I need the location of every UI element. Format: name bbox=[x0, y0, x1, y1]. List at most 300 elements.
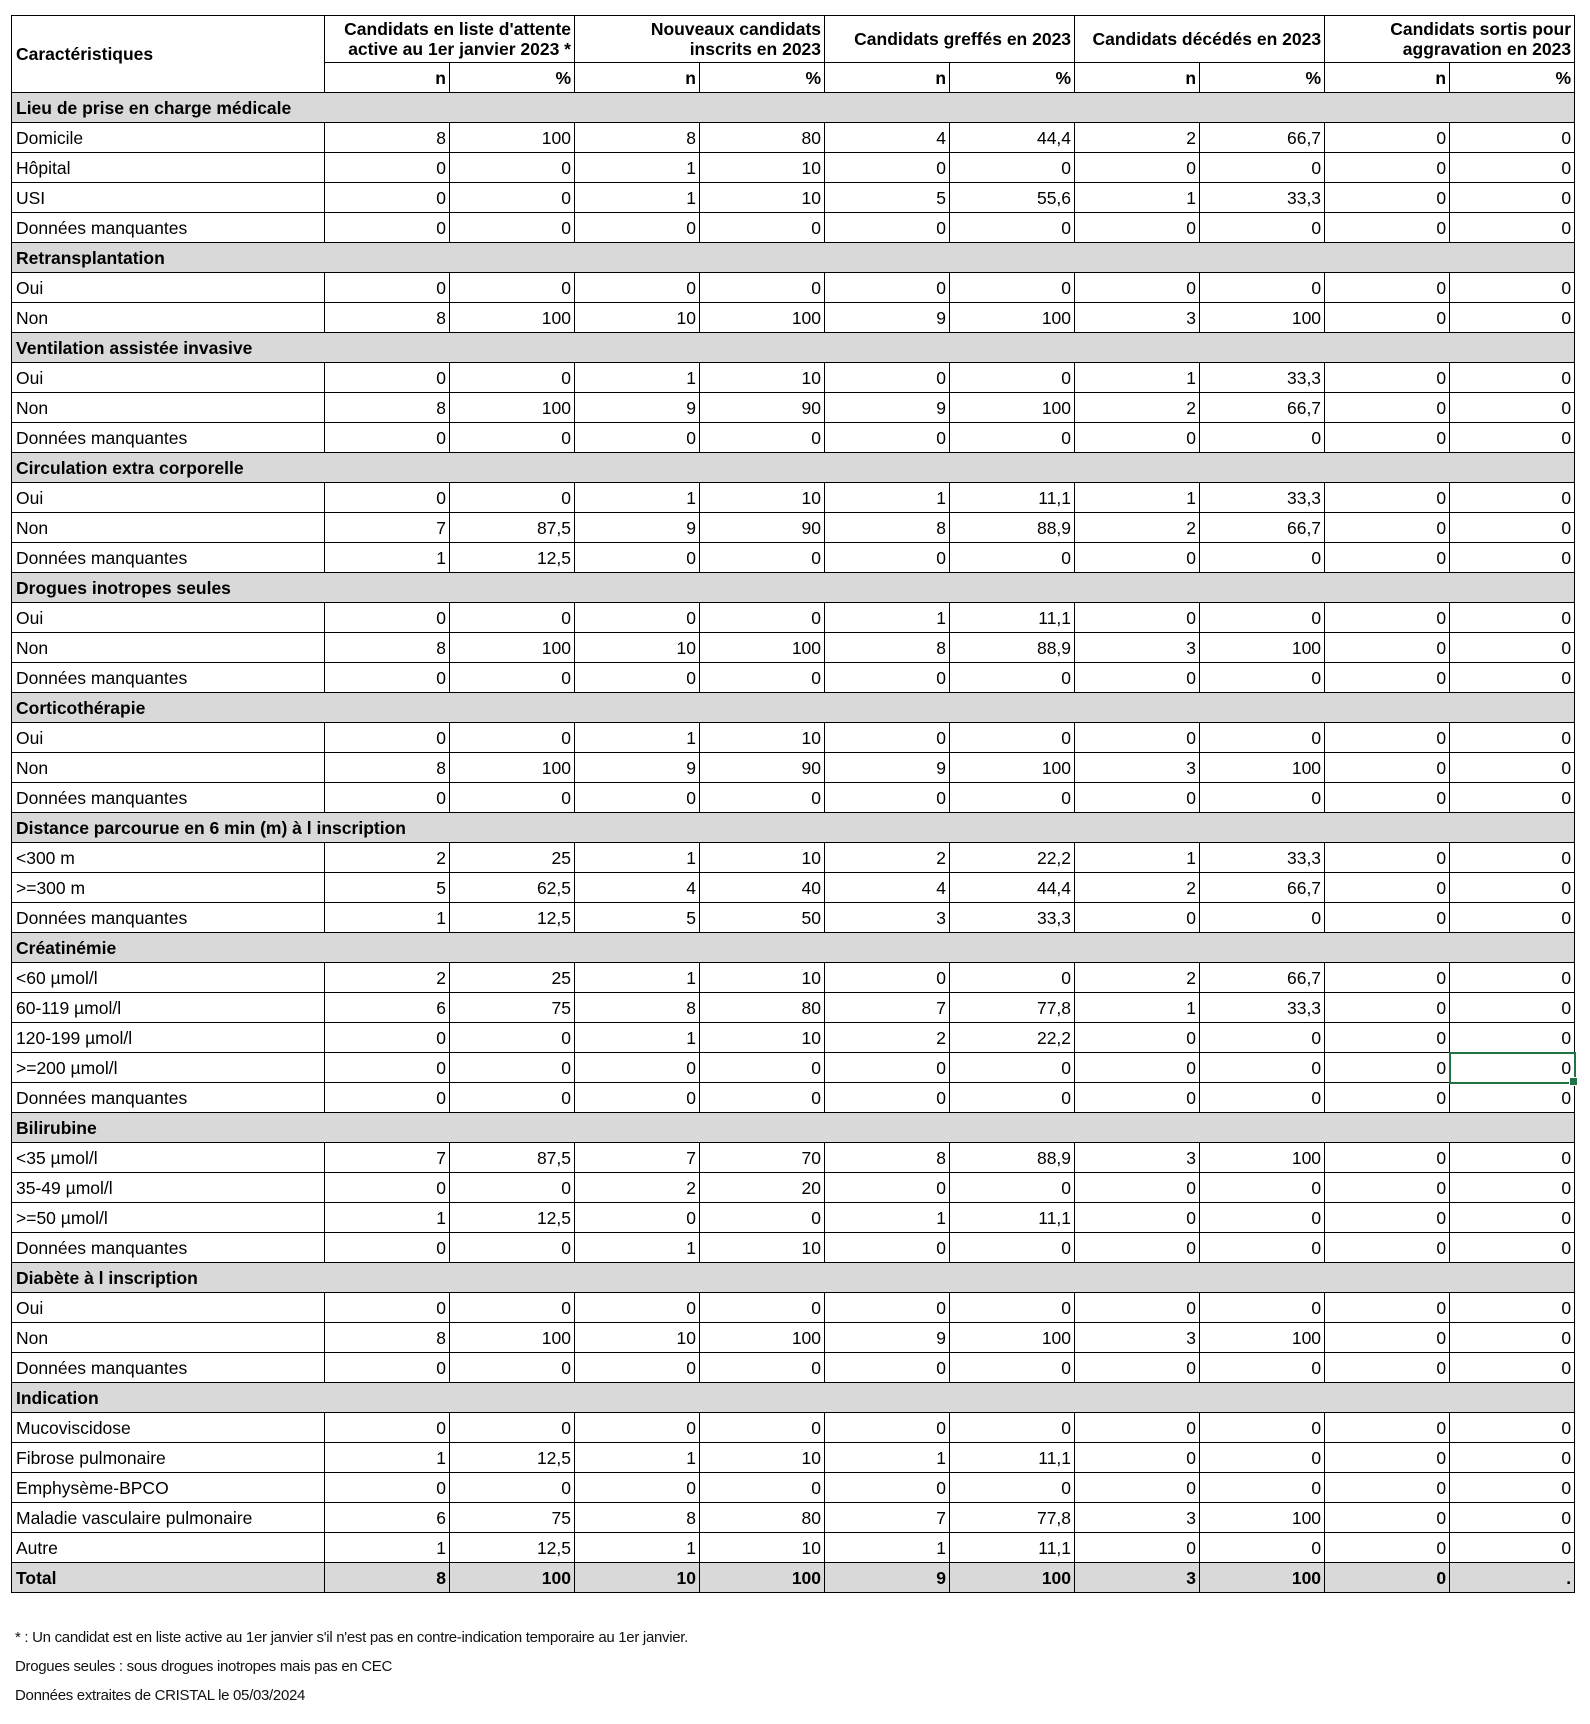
count-cell[interactable]: 10 bbox=[575, 633, 700, 663]
total-count-cell[interactable]: 10 bbox=[575, 1563, 700, 1593]
percent-cell[interactable]: 0 bbox=[950, 543, 1075, 573]
percent-cell[interactable]: 0 bbox=[950, 213, 1075, 243]
count-cell[interactable]: 0 bbox=[825, 1173, 950, 1203]
percent-cell[interactable]: 0 bbox=[1200, 1353, 1325, 1383]
count-cell[interactable]: 0 bbox=[1075, 1473, 1200, 1503]
count-cell[interactable]: 0 bbox=[325, 423, 450, 453]
count-cell[interactable]: 0 bbox=[1325, 783, 1450, 813]
percent-cell[interactable]: 100 bbox=[450, 633, 575, 663]
count-cell[interactable]: 0 bbox=[1325, 363, 1450, 393]
percent-cell[interactable]: 0 bbox=[1450, 1173, 1575, 1203]
row-label-cell[interactable]: >=300 m bbox=[12, 873, 325, 903]
percent-cell[interactable]: 0 bbox=[1450, 963, 1575, 993]
percent-cell[interactable]: 0 bbox=[1200, 603, 1325, 633]
row-label-cell[interactable]: Maladie vasculaire pulmonaire bbox=[12, 1503, 325, 1533]
row-label-cell[interactable]: Hôpital bbox=[12, 153, 325, 183]
count-cell[interactable]: 0 bbox=[1325, 1353, 1450, 1383]
row-label-cell[interactable]: >=200 µmol/l bbox=[12, 1053, 325, 1083]
percent-cell[interactable]: 90 bbox=[700, 753, 825, 783]
count-cell[interactable]: 0 bbox=[825, 1053, 950, 1083]
percent-cell[interactable]: 0 bbox=[1450, 123, 1575, 153]
percent-cell[interactable]: 0 bbox=[700, 1473, 825, 1503]
count-cell[interactable]: 0 bbox=[325, 663, 450, 693]
count-cell[interactable]: 0 bbox=[575, 603, 700, 633]
percent-cell[interactable]: 0 bbox=[450, 213, 575, 243]
count-cell[interactable]: 0 bbox=[825, 1353, 950, 1383]
count-cell[interactable]: 0 bbox=[1325, 303, 1450, 333]
percent-cell[interactable]: 50 bbox=[700, 903, 825, 933]
percent-cell[interactable]: 100 bbox=[950, 1323, 1075, 1353]
row-label-cell[interactable]: Autre bbox=[12, 1533, 325, 1563]
percent-cell[interactable]: 66,7 bbox=[1200, 123, 1325, 153]
total-count-cell[interactable]: 9 bbox=[825, 1563, 950, 1593]
header-transplanted[interactable] bbox=[825, 16, 1075, 63]
percent-cell[interactable]: 0 bbox=[1450, 873, 1575, 903]
count-cell[interactable]: 9 bbox=[825, 303, 950, 333]
percent-cell[interactable]: 0 bbox=[1200, 213, 1325, 243]
count-cell[interactable]: 5 bbox=[575, 903, 700, 933]
percent-cell[interactable]: 100 bbox=[1200, 1143, 1325, 1173]
count-cell[interactable]: 0 bbox=[1325, 423, 1450, 453]
percent-cell[interactable]: 0 bbox=[700, 663, 825, 693]
percent-cell[interactable]: 12,5 bbox=[450, 1443, 575, 1473]
percent-cell[interactable]: 0 bbox=[1200, 1443, 1325, 1473]
percent-cell[interactable]: 44,4 bbox=[950, 123, 1075, 153]
count-cell[interactable]: 0 bbox=[1325, 1233, 1450, 1263]
count-cell[interactable]: 0 bbox=[1075, 1353, 1200, 1383]
count-cell[interactable]: 9 bbox=[575, 393, 700, 423]
count-cell[interactable]: 3 bbox=[1075, 1323, 1200, 1353]
header-n[interactable]: n bbox=[325, 63, 450, 93]
count-cell[interactable]: 9 bbox=[575, 753, 700, 783]
percent-cell[interactable]: 0 bbox=[1450, 1533, 1575, 1563]
percent-cell[interactable]: 0 bbox=[1200, 1053, 1325, 1083]
count-cell[interactable]: 3 bbox=[1075, 1503, 1200, 1533]
count-cell[interactable]: 0 bbox=[325, 1053, 450, 1083]
percent-cell[interactable]: 0 bbox=[950, 1083, 1075, 1113]
percent-cell[interactable]: 88,9 bbox=[950, 513, 1075, 543]
count-cell[interactable]: 7 bbox=[825, 1503, 950, 1533]
count-cell[interactable]: 0 bbox=[825, 723, 950, 753]
percent-cell[interactable]: 12,5 bbox=[450, 1533, 575, 1563]
count-cell[interactable]: 0 bbox=[825, 153, 950, 183]
header-percent[interactable]: % bbox=[700, 63, 825, 93]
count-cell[interactable]: 0 bbox=[575, 1473, 700, 1503]
percent-cell[interactable]: 11,1 bbox=[950, 1443, 1075, 1473]
row-label-cell[interactable]: Oui bbox=[12, 483, 325, 513]
count-cell[interactable]: 1 bbox=[825, 483, 950, 513]
percent-cell[interactable]: 100 bbox=[700, 1323, 825, 1353]
count-cell[interactable]: 0 bbox=[1075, 273, 1200, 303]
percent-cell[interactable]: 0 bbox=[950, 1353, 1075, 1383]
percent-cell[interactable]: 90 bbox=[700, 513, 825, 543]
count-cell[interactable]: 0 bbox=[325, 213, 450, 243]
count-cell[interactable]: 3 bbox=[1075, 1143, 1200, 1173]
percent-cell[interactable]: 100 bbox=[450, 753, 575, 783]
percent-cell[interactable]: 0 bbox=[700, 1203, 825, 1233]
count-cell[interactable]: 0 bbox=[575, 213, 700, 243]
count-cell[interactable]: 0 bbox=[825, 1233, 950, 1263]
count-cell[interactable]: 1 bbox=[1075, 993, 1200, 1023]
count-cell[interactable]: 8 bbox=[325, 303, 450, 333]
percent-cell[interactable]: 12,5 bbox=[450, 1203, 575, 1233]
count-cell[interactable]: 9 bbox=[825, 753, 950, 783]
count-cell[interactable]: 0 bbox=[1075, 543, 1200, 573]
count-cell[interactable]: 7 bbox=[575, 1143, 700, 1173]
count-cell[interactable]: 10 bbox=[575, 1323, 700, 1353]
percent-cell[interactable]: 0 bbox=[1450, 1233, 1575, 1263]
count-cell[interactable]: 0 bbox=[325, 1233, 450, 1263]
count-cell[interactable]: 8 bbox=[825, 633, 950, 663]
percent-cell[interactable]: 0 bbox=[1200, 153, 1325, 183]
count-cell[interactable]: 3 bbox=[1075, 753, 1200, 783]
count-cell[interactable]: 0 bbox=[575, 1413, 700, 1443]
percent-cell[interactable]: 0 bbox=[950, 963, 1075, 993]
count-cell[interactable]: 0 bbox=[325, 1083, 450, 1113]
percent-cell[interactable]: 0 bbox=[950, 663, 1075, 693]
row-label-cell[interactable]: Oui bbox=[12, 603, 325, 633]
count-cell[interactable]: 8 bbox=[325, 1323, 450, 1353]
header-removed-aggravation[interactable] bbox=[1325, 16, 1575, 63]
count-cell[interactable]: 1 bbox=[825, 603, 950, 633]
section-title[interactable]: Lieu de prise en charge médicale bbox=[12, 93, 1575, 123]
percent-cell[interactable]: 0 bbox=[450, 153, 575, 183]
total-count-cell[interactable]: 3 bbox=[1075, 1563, 1200, 1593]
row-label-cell[interactable]: Emphysème-BPCO bbox=[12, 1473, 325, 1503]
percent-cell[interactable]: 0 bbox=[950, 1173, 1075, 1203]
count-cell[interactable]: 8 bbox=[325, 123, 450, 153]
count-cell[interactable]: 0 bbox=[575, 1083, 700, 1113]
count-cell[interactable]: 0 bbox=[1325, 273, 1450, 303]
percent-cell[interactable]: 77,8 bbox=[950, 1503, 1075, 1533]
count-cell[interactable]: 2 bbox=[825, 1023, 950, 1053]
count-cell[interactable]: 0 bbox=[825, 213, 950, 243]
count-cell[interactable]: 0 bbox=[1325, 753, 1450, 783]
percent-cell[interactable]: 33,3 bbox=[950, 903, 1075, 933]
count-cell[interactable]: 0 bbox=[1075, 1233, 1200, 1263]
count-cell[interactable]: 0 bbox=[825, 543, 950, 573]
count-cell[interactable]: 1 bbox=[325, 903, 450, 933]
count-cell[interactable]: 4 bbox=[825, 123, 950, 153]
percent-cell[interactable]: 0 bbox=[1200, 1473, 1325, 1503]
row-label-cell[interactable]: Données manquantes bbox=[12, 213, 325, 243]
total-percent-cell[interactable]: 100 bbox=[450, 1563, 575, 1593]
percent-cell[interactable]: 0 bbox=[450, 1473, 575, 1503]
count-cell[interactable]: 1 bbox=[575, 1533, 700, 1563]
count-cell[interactable]: 1 bbox=[1075, 483, 1200, 513]
percent-cell[interactable]: 0 bbox=[1200, 1023, 1325, 1053]
percent-cell[interactable]: 88,9 bbox=[950, 1143, 1075, 1173]
percent-cell[interactable]: 0 bbox=[450, 1413, 575, 1443]
count-cell[interactable]: 0 bbox=[1325, 483, 1450, 513]
percent-cell[interactable]: 0 bbox=[450, 1353, 575, 1383]
percent-cell[interactable]: 88,9 bbox=[950, 633, 1075, 663]
count-cell[interactable]: 8 bbox=[325, 753, 450, 783]
percent-cell[interactable]: 62,5 bbox=[450, 873, 575, 903]
percent-cell[interactable]: 0 bbox=[1200, 1173, 1325, 1203]
percent-cell[interactable]: 87,5 bbox=[450, 513, 575, 543]
count-cell[interactable]: 9 bbox=[575, 513, 700, 543]
percent-cell[interactable]: 100 bbox=[1200, 303, 1325, 333]
count-cell[interactable]: 0 bbox=[1325, 1323, 1450, 1353]
percent-cell[interactable]: 100 bbox=[700, 303, 825, 333]
percent-cell[interactable]: 100 bbox=[1200, 1503, 1325, 1533]
count-cell[interactable]: 1 bbox=[1075, 363, 1200, 393]
count-cell[interactable]: 0 bbox=[1325, 1443, 1450, 1473]
percent-cell[interactable]: 0 bbox=[1450, 513, 1575, 543]
percent-cell[interactable]: 0 bbox=[1200, 273, 1325, 303]
count-cell[interactable]: 0 bbox=[1325, 123, 1450, 153]
count-cell[interactable]: 0 bbox=[1325, 1293, 1450, 1323]
count-cell[interactable]: 1 bbox=[575, 183, 700, 213]
count-cell[interactable]: 0 bbox=[1075, 1533, 1200, 1563]
percent-cell[interactable]: 11,1 bbox=[950, 483, 1075, 513]
count-cell[interactable]: 8 bbox=[325, 393, 450, 423]
count-cell[interactable]: 0 bbox=[825, 363, 950, 393]
count-cell[interactable]: 2 bbox=[575, 1173, 700, 1203]
count-cell[interactable]: 0 bbox=[1325, 1143, 1450, 1173]
percent-cell[interactable]: 10 bbox=[700, 723, 825, 753]
percent-cell[interactable]: 25 bbox=[450, 963, 575, 993]
count-cell[interactable]: 6 bbox=[325, 993, 450, 1023]
count-cell[interactable]: 1 bbox=[325, 1443, 450, 1473]
count-cell[interactable]: 0 bbox=[1325, 1203, 1450, 1233]
percent-cell[interactable]: 0 bbox=[1450, 483, 1575, 513]
count-cell[interactable]: 0 bbox=[1075, 1083, 1200, 1113]
section-title[interactable]: Bilirubine bbox=[12, 1113, 1575, 1143]
percent-cell[interactable]: 0 bbox=[450, 363, 575, 393]
percent-cell[interactable]: 0 bbox=[950, 423, 1075, 453]
percent-cell[interactable]: 0 bbox=[950, 1473, 1075, 1503]
count-cell[interactable]: 0 bbox=[1325, 663, 1450, 693]
count-cell[interactable]: 0 bbox=[1075, 423, 1200, 453]
count-cell[interactable]: 0 bbox=[575, 1353, 700, 1383]
total-percent-cell[interactable]: 100 bbox=[1200, 1563, 1325, 1593]
count-cell[interactable]: 0 bbox=[1325, 183, 1450, 213]
count-cell[interactable]: 5 bbox=[325, 873, 450, 903]
percent-cell[interactable]: 0 bbox=[1450, 543, 1575, 573]
percent-cell[interactable]: 100 bbox=[700, 633, 825, 663]
percent-cell[interactable]: 0 bbox=[1200, 1293, 1325, 1323]
percent-cell[interactable]: 25 bbox=[450, 843, 575, 873]
count-cell[interactable]: 2 bbox=[1075, 963, 1200, 993]
row-label-cell[interactable]: Données manquantes bbox=[12, 663, 325, 693]
count-cell[interactable]: 0 bbox=[575, 1053, 700, 1083]
selected-cell[interactable]: 0 bbox=[1450, 1053, 1575, 1083]
count-cell[interactable]: 2 bbox=[1075, 123, 1200, 153]
percent-cell[interactable]: 0 bbox=[1450, 1083, 1575, 1113]
percent-cell[interactable]: 0 bbox=[1450, 1293, 1575, 1323]
count-cell[interactable]: 0 bbox=[325, 723, 450, 753]
count-cell[interactable]: 0 bbox=[325, 183, 450, 213]
count-cell[interactable]: 4 bbox=[825, 873, 950, 903]
percent-cell[interactable]: 90 bbox=[700, 393, 825, 423]
percent-cell[interactable]: 0 bbox=[700, 1353, 825, 1383]
count-cell[interactable]: 2 bbox=[1075, 873, 1200, 903]
percent-cell[interactable]: 0 bbox=[450, 273, 575, 303]
percent-cell[interactable]: 100 bbox=[950, 393, 1075, 423]
row-label-cell[interactable]: Fibrose pulmonaire bbox=[12, 1443, 325, 1473]
percent-cell[interactable]: 0 bbox=[1450, 783, 1575, 813]
percent-cell[interactable]: 100 bbox=[950, 303, 1075, 333]
percent-cell[interactable]: 66,7 bbox=[1200, 513, 1325, 543]
percent-cell[interactable]: 0 bbox=[450, 1233, 575, 1263]
percent-cell[interactable]: 0 bbox=[950, 1293, 1075, 1323]
percent-cell[interactable]: 0 bbox=[950, 273, 1075, 303]
percent-cell[interactable]: 0 bbox=[1200, 543, 1325, 573]
count-cell[interactable]: 0 bbox=[1325, 903, 1450, 933]
count-cell[interactable]: 0 bbox=[325, 363, 450, 393]
percent-cell[interactable]: 0 bbox=[450, 423, 575, 453]
count-cell[interactable]: 0 bbox=[1075, 1053, 1200, 1083]
count-cell[interactable]: 8 bbox=[575, 993, 700, 1023]
percent-cell[interactable]: 22,2 bbox=[950, 1023, 1075, 1053]
row-label-cell[interactable]: Non bbox=[12, 753, 325, 783]
percent-cell[interactable]: 100 bbox=[450, 393, 575, 423]
count-cell[interactable]: 0 bbox=[1075, 1203, 1200, 1233]
percent-cell[interactable]: 10 bbox=[700, 183, 825, 213]
count-cell[interactable]: 1 bbox=[575, 1443, 700, 1473]
count-cell[interactable]: 0 bbox=[1075, 663, 1200, 693]
row-label-cell[interactable]: Oui bbox=[12, 723, 325, 753]
count-cell[interactable]: 1 bbox=[575, 363, 700, 393]
count-cell[interactable]: 8 bbox=[325, 633, 450, 663]
percent-cell[interactable]: 0 bbox=[950, 783, 1075, 813]
count-cell[interactable]: 0 bbox=[1075, 1413, 1200, 1443]
percent-cell[interactable]: 0 bbox=[1450, 273, 1575, 303]
percent-cell[interactable]: 12,5 bbox=[450, 543, 575, 573]
percent-cell[interactable]: 11,1 bbox=[950, 1533, 1075, 1563]
percent-cell[interactable]: 0 bbox=[450, 1023, 575, 1053]
count-cell[interactable]: 0 bbox=[1325, 543, 1450, 573]
percent-cell[interactable]: 11,1 bbox=[950, 1203, 1075, 1233]
percent-cell[interactable]: 10 bbox=[700, 1233, 825, 1263]
row-label-cell[interactable]: Oui bbox=[12, 363, 325, 393]
percent-cell[interactable]: 70 bbox=[700, 1143, 825, 1173]
row-label-cell[interactable]: >=50 µmol/l bbox=[12, 1203, 325, 1233]
count-cell[interactable]: 0 bbox=[825, 1473, 950, 1503]
count-cell[interactable]: 0 bbox=[1325, 873, 1450, 903]
row-label-cell[interactable]: Données manquantes bbox=[12, 423, 325, 453]
row-label-cell[interactable]: 35-49 µmol/l bbox=[12, 1173, 325, 1203]
count-cell[interactable]: 1 bbox=[825, 1443, 950, 1473]
percent-cell[interactable]: 33,3 bbox=[1200, 183, 1325, 213]
row-label-cell[interactable]: Mucoviscidose bbox=[12, 1413, 325, 1443]
percent-cell[interactable]: 0 bbox=[1450, 603, 1575, 633]
count-cell[interactable]: 0 bbox=[825, 663, 950, 693]
percent-cell[interactable]: 0 bbox=[700, 423, 825, 453]
count-cell[interactable]: 0 bbox=[1325, 843, 1450, 873]
header-n[interactable]: n bbox=[575, 63, 700, 93]
count-cell[interactable]: 0 bbox=[1325, 993, 1450, 1023]
count-cell[interactable]: 2 bbox=[325, 843, 450, 873]
percent-cell[interactable]: 0 bbox=[450, 1083, 575, 1113]
percent-cell[interactable]: 0 bbox=[1450, 183, 1575, 213]
section-title[interactable]: Corticothérapie bbox=[12, 693, 1575, 723]
percent-cell[interactable]: 0 bbox=[700, 1413, 825, 1443]
count-cell[interactable]: 1 bbox=[325, 1203, 450, 1233]
header-percent[interactable]: % bbox=[1450, 63, 1575, 93]
count-cell[interactable]: 0 bbox=[325, 1023, 450, 1053]
percent-cell[interactable]: 0 bbox=[950, 153, 1075, 183]
count-cell[interactable]: 0 bbox=[325, 1353, 450, 1383]
percent-cell[interactable]: 0 bbox=[450, 483, 575, 513]
percent-cell[interactable]: 0 bbox=[1200, 783, 1325, 813]
count-cell[interactable]: 1 bbox=[575, 1023, 700, 1053]
percent-cell[interactable]: 10 bbox=[700, 1023, 825, 1053]
percent-cell[interactable]: 0 bbox=[1200, 1233, 1325, 1263]
header-percent[interactable]: % bbox=[1200, 63, 1325, 93]
count-cell[interactable]: 3 bbox=[825, 903, 950, 933]
row-label-cell[interactable]: Non bbox=[12, 393, 325, 423]
row-label-cell[interactable]: Non bbox=[12, 1323, 325, 1353]
header-deceased[interactable] bbox=[1075, 16, 1325, 63]
percent-cell[interactable]: 0 bbox=[1450, 1023, 1575, 1053]
count-cell[interactable]: 0 bbox=[1325, 153, 1450, 183]
count-cell[interactable]: 7 bbox=[325, 513, 450, 543]
count-cell[interactable]: 1 bbox=[575, 963, 700, 993]
percent-cell[interactable]: 22,2 bbox=[950, 843, 1075, 873]
section-title[interactable]: Circulation extra corporelle bbox=[12, 453, 1575, 483]
count-cell[interactable]: 0 bbox=[1075, 213, 1200, 243]
percent-cell[interactable]: 0 bbox=[1450, 393, 1575, 423]
count-cell[interactable]: 1 bbox=[575, 153, 700, 183]
count-cell[interactable]: 0 bbox=[325, 1413, 450, 1443]
percent-cell[interactable]: 40 bbox=[700, 873, 825, 903]
section-title[interactable]: Distance parcourue en 6 min (m) à l inscription bbox=[12, 813, 1575, 843]
percent-cell[interactable]: 0 bbox=[950, 363, 1075, 393]
count-cell[interactable]: 0 bbox=[1075, 783, 1200, 813]
percent-cell[interactable]: 0 bbox=[950, 1413, 1075, 1443]
count-cell[interactable]: 0 bbox=[1325, 633, 1450, 663]
percent-cell[interactable]: 100 bbox=[450, 123, 575, 153]
count-cell[interactable]: 0 bbox=[325, 783, 450, 813]
count-cell[interactable]: 0 bbox=[1325, 1413, 1450, 1443]
count-cell[interactable]: 8 bbox=[575, 123, 700, 153]
count-cell[interactable]: 0 bbox=[575, 1203, 700, 1233]
count-cell[interactable]: 0 bbox=[825, 963, 950, 993]
count-cell[interactable]: 7 bbox=[825, 993, 950, 1023]
count-cell[interactable]: 3 bbox=[1075, 633, 1200, 663]
count-cell[interactable]: 0 bbox=[325, 273, 450, 303]
count-cell[interactable]: 0 bbox=[1325, 1053, 1450, 1083]
percent-cell[interactable]: 0 bbox=[450, 783, 575, 813]
percent-cell[interactable]: 0 bbox=[700, 1293, 825, 1323]
count-cell[interactable]: 0 bbox=[325, 1173, 450, 1203]
percent-cell[interactable]: 0 bbox=[1450, 423, 1575, 453]
count-cell[interactable]: 8 bbox=[825, 513, 950, 543]
row-label-cell[interactable]: Non bbox=[12, 303, 325, 333]
count-cell[interactable]: 0 bbox=[575, 273, 700, 303]
count-cell[interactable]: 0 bbox=[1075, 1443, 1200, 1473]
percent-cell[interactable]: 100 bbox=[450, 303, 575, 333]
section-title[interactable]: Créatinémie bbox=[12, 933, 1575, 963]
percent-cell[interactable]: 0 bbox=[1450, 1413, 1575, 1443]
row-label-cell[interactable]: <35 µmol/l bbox=[12, 1143, 325, 1173]
row-label-cell[interactable]: <60 µmol/l bbox=[12, 963, 325, 993]
count-cell[interactable]: 0 bbox=[575, 1293, 700, 1323]
row-label-cell[interactable]: Données manquantes bbox=[12, 1083, 325, 1113]
percent-cell[interactable]: 0 bbox=[1450, 903, 1575, 933]
row-label-cell[interactable]: USI bbox=[12, 183, 325, 213]
count-cell[interactable]: 0 bbox=[1325, 1083, 1450, 1113]
count-cell[interactable]: 1 bbox=[575, 1233, 700, 1263]
percent-cell[interactable]: 100 bbox=[450, 1323, 575, 1353]
percent-cell[interactable]: 75 bbox=[450, 993, 575, 1023]
percent-cell[interactable]: 0 bbox=[1200, 903, 1325, 933]
percent-cell[interactable]: 0 bbox=[1450, 633, 1575, 663]
percent-cell[interactable]: 0 bbox=[950, 1053, 1075, 1083]
